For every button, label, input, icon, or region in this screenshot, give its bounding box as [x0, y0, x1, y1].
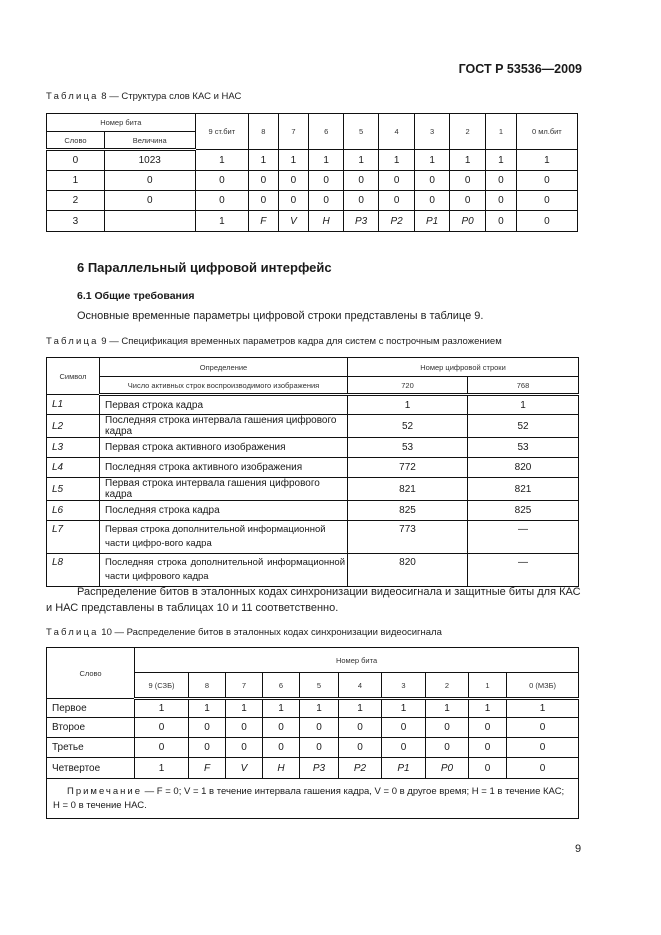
cell: 2	[47, 191, 105, 211]
header-bit1: 1	[486, 114, 517, 150]
header-768: 768	[468, 377, 579, 395]
cell: Второе	[47, 718, 135, 738]
cell: 0	[486, 191, 517, 211]
cell: 0	[507, 758, 579, 779]
table8-caption	[46, 91, 241, 102]
table-row	[47, 699, 579, 718]
header-bit0: 0 (МЗБ)	[507, 673, 579, 699]
cell: 825	[468, 501, 579, 521]
cell: 1	[195, 211, 249, 232]
cell: 1	[309, 150, 344, 171]
cell: 0	[507, 738, 579, 758]
document-id: ГОСТ Р 53536—2009	[458, 62, 582, 76]
header-bit-number: Номер бита	[135, 648, 579, 673]
header-bit2: 2	[426, 673, 469, 699]
cell: 0	[344, 191, 379, 211]
table9-caption	[46, 336, 502, 347]
cell: 53	[468, 438, 579, 458]
cell: V	[278, 211, 309, 232]
cell: 0	[104, 171, 195, 191]
paragraph-line2: и НАС представлены в таблицах 10 и 11 соответственно.	[46, 602, 339, 614]
cell: 0	[195, 171, 249, 191]
cell: Первое	[47, 699, 135, 718]
cell: Четвертое	[47, 758, 135, 779]
cell: 1	[468, 395, 579, 415]
cell: 1	[339, 699, 382, 718]
cell: 0	[379, 191, 415, 211]
cell: 773	[348, 521, 468, 554]
cell: 0	[249, 191, 279, 211]
cell: 820	[348, 554, 468, 587]
cell: F	[249, 211, 279, 232]
header-bit6: 6	[263, 673, 300, 699]
header-bit3: 3	[415, 114, 450, 150]
cell: 1023	[104, 150, 195, 171]
cell: 1	[516, 150, 577, 171]
cell: 0	[263, 718, 300, 738]
cell: H	[263, 758, 300, 779]
table-note	[47, 779, 579, 819]
header-bit-number: Номер бита	[47, 114, 196, 132]
cell: P2	[339, 758, 382, 779]
cell: 0	[415, 191, 450, 211]
caption-label: Таблица	[46, 336, 99, 347]
caption-label: Таблица	[46, 91, 99, 102]
cell: V	[226, 758, 263, 779]
note-text: — F = 0; V = 1 в течение интервала гашения кадра, V = 0 в другое время; H = 1 в течение КАС; H = 0 в течение НАС.	[53, 785, 565, 811]
cell: 3	[47, 211, 105, 232]
cell: P1	[415, 211, 450, 232]
header-bit7: 7	[226, 673, 263, 699]
cell: 0	[469, 718, 507, 738]
paragraph-line1: Распределение битов в эталонных кодах синхронизации видеосигнала и защитные биты для КАС	[77, 586, 581, 598]
table-row	[47, 395, 579, 415]
cell: 0	[300, 738, 339, 758]
cell: 0	[382, 718, 426, 738]
cell: 1	[450, 150, 486, 171]
cell: 820	[468, 458, 579, 478]
header-bit4: 4	[339, 673, 382, 699]
table-row	[47, 171, 578, 191]
cell: F	[189, 758, 226, 779]
page-number: 9	[575, 843, 582, 855]
cell: 52	[348, 415, 468, 438]
cell: 1	[278, 150, 309, 171]
cell: 1	[195, 150, 249, 171]
cell: 0	[135, 738, 189, 758]
cell: L8	[47, 554, 100, 587]
cell: 0	[135, 718, 189, 738]
cell: 0	[450, 171, 486, 191]
cell: 0	[226, 718, 263, 738]
cell: Первая строка кадра	[100, 395, 348, 415]
cell: 0	[415, 171, 450, 191]
header-bit6: 6	[309, 114, 344, 150]
table-row	[47, 458, 579, 478]
cell: Первая строка активного изображения	[100, 438, 348, 458]
cell: Последняя строка дополнительной информационной части цифрового кадра	[100, 554, 348, 587]
cell: 1	[300, 699, 339, 718]
cell: 1	[47, 171, 105, 191]
cell: 0	[300, 718, 339, 738]
cell: 0	[382, 738, 426, 758]
header-bit8: 8	[189, 673, 226, 699]
cell: 0	[278, 171, 309, 191]
table-row	[47, 438, 579, 458]
header-bit7: 7	[278, 114, 309, 150]
cell: 0	[195, 191, 249, 211]
table-row	[47, 415, 579, 438]
cell: L3	[47, 438, 100, 458]
header-bit4: 4	[379, 114, 415, 150]
cell: L1	[47, 395, 100, 415]
cell: 0	[507, 718, 579, 738]
cell: 0	[516, 211, 577, 232]
cell: H	[309, 211, 344, 232]
header-word: Слово	[47, 648, 135, 699]
cell: 1	[249, 150, 279, 171]
cell: Первая строка дополнительной информационной части цифро-вого кадра	[100, 521, 348, 554]
cell: 0	[226, 738, 263, 758]
cell: 0	[426, 738, 469, 758]
cell: L6	[47, 501, 100, 521]
cell: 0	[263, 738, 300, 758]
cell: 1	[348, 395, 468, 415]
table9	[46, 357, 579, 587]
header-active-lines: Число активных строк воспроизводимого изображения	[100, 377, 348, 395]
section-heading: 6 Параллельный цифровой интерфейс	[77, 260, 332, 275]
cell: 1	[415, 150, 450, 171]
cell: 825	[348, 501, 468, 521]
table-row	[47, 521, 579, 554]
caption-text: 8 — Структура слов КАС и НАС	[98, 91, 242, 102]
header-bit0: 0 мл.бит	[516, 114, 577, 150]
cell: 821	[348, 478, 468, 501]
cell: L2	[47, 415, 100, 438]
cell: 52	[468, 415, 579, 438]
header-bit9: 9 (СЗБ)	[135, 673, 189, 699]
header-symbol: Символ	[47, 358, 100, 395]
cell: 0	[516, 171, 577, 191]
cell: 821	[468, 478, 579, 501]
header-720: 720	[348, 377, 468, 395]
table10	[46, 647, 579, 819]
cell: Последняя строка кадра	[100, 501, 348, 521]
cell: P0	[450, 211, 486, 232]
paragraph: Основные временные параметры цифровой строки представлены в таблице 9.	[77, 310, 484, 322]
cell: L4	[47, 458, 100, 478]
table-row	[47, 554, 579, 587]
cell: Последняя строка интервала гашения цифрового кадра	[100, 415, 348, 438]
cell: L5	[47, 478, 100, 501]
header-bit3: 3	[382, 673, 426, 699]
cell: 0	[516, 191, 577, 211]
header-bit5: 5	[344, 114, 379, 150]
table10-caption	[46, 627, 442, 638]
cell: 1	[469, 699, 507, 718]
cell: 0	[469, 758, 507, 779]
subsection-heading: 6.1 Общие требования	[77, 290, 195, 302]
caption-label: Таблица	[46, 627, 99, 638]
table-row	[47, 478, 579, 501]
table-row	[47, 211, 578, 232]
cell: 0	[450, 191, 486, 211]
table-row	[47, 758, 579, 779]
cell: 1	[382, 699, 426, 718]
table-row	[47, 738, 579, 758]
cell: —	[468, 521, 579, 554]
cell	[104, 211, 195, 232]
cell: 0	[278, 191, 309, 211]
cell: L7	[47, 521, 100, 554]
cell: 1	[379, 150, 415, 171]
cell: 0	[309, 171, 344, 191]
cell: 1	[263, 699, 300, 718]
cell: 1	[135, 758, 189, 779]
cell: —	[468, 554, 579, 587]
cell: 53	[348, 438, 468, 458]
table-row	[47, 150, 578, 171]
cell: 0	[486, 211, 517, 232]
cell: 1	[226, 699, 263, 718]
cell: 0	[344, 171, 379, 191]
cell: 0	[339, 718, 382, 738]
header-bit5: 5	[300, 673, 339, 699]
header-word: Слово	[47, 132, 105, 150]
header-bit2: 2	[450, 114, 486, 150]
cell: 0	[189, 738, 226, 758]
cell: 0	[104, 191, 195, 211]
cell: 1	[189, 699, 226, 718]
cell: 0	[47, 150, 105, 171]
cell: Третье	[47, 738, 135, 758]
header-value: Величина	[104, 132, 195, 150]
cell: 0	[249, 171, 279, 191]
cell: Первая строка интервала гашения цифрового кадра	[100, 478, 348, 501]
table8	[46, 113, 578, 232]
table-row	[47, 191, 578, 211]
cell: 772	[348, 458, 468, 478]
caption-text: 9 — Спецификация временных параметров кадра для систем с построчным разложением	[98, 336, 502, 347]
header-bit8: 8	[249, 114, 279, 150]
cell: P3	[300, 758, 339, 779]
cell: P0	[426, 758, 469, 779]
cell: 1	[507, 699, 579, 718]
note-label: Примечание	[67, 785, 142, 797]
cell: P3	[344, 211, 379, 232]
cell: 0	[469, 738, 507, 758]
caption-text: 10 — Распределение битов в эталонных кодах синхронизации видеосигнала	[98, 627, 442, 638]
header-bit1: 1	[469, 673, 507, 699]
table-row	[47, 718, 579, 738]
cell: Последняя строка активного изображения	[100, 458, 348, 478]
cell: 1	[426, 699, 469, 718]
cell: 0	[339, 738, 382, 758]
header-definition: Определение	[100, 358, 348, 377]
cell: 0	[189, 718, 226, 738]
cell: P1	[382, 758, 426, 779]
cell: 0	[309, 191, 344, 211]
header-line-number: Номер цифровой строки	[348, 358, 579, 377]
cell: 1	[135, 699, 189, 718]
header-bit9: 9 ст.бит	[195, 114, 249, 150]
cell: 1	[344, 150, 379, 171]
cell: P2	[379, 211, 415, 232]
cell: 1	[486, 150, 517, 171]
table-row	[47, 501, 579, 521]
cell: 0	[486, 171, 517, 191]
cell: 0	[426, 718, 469, 738]
cell: 0	[379, 171, 415, 191]
